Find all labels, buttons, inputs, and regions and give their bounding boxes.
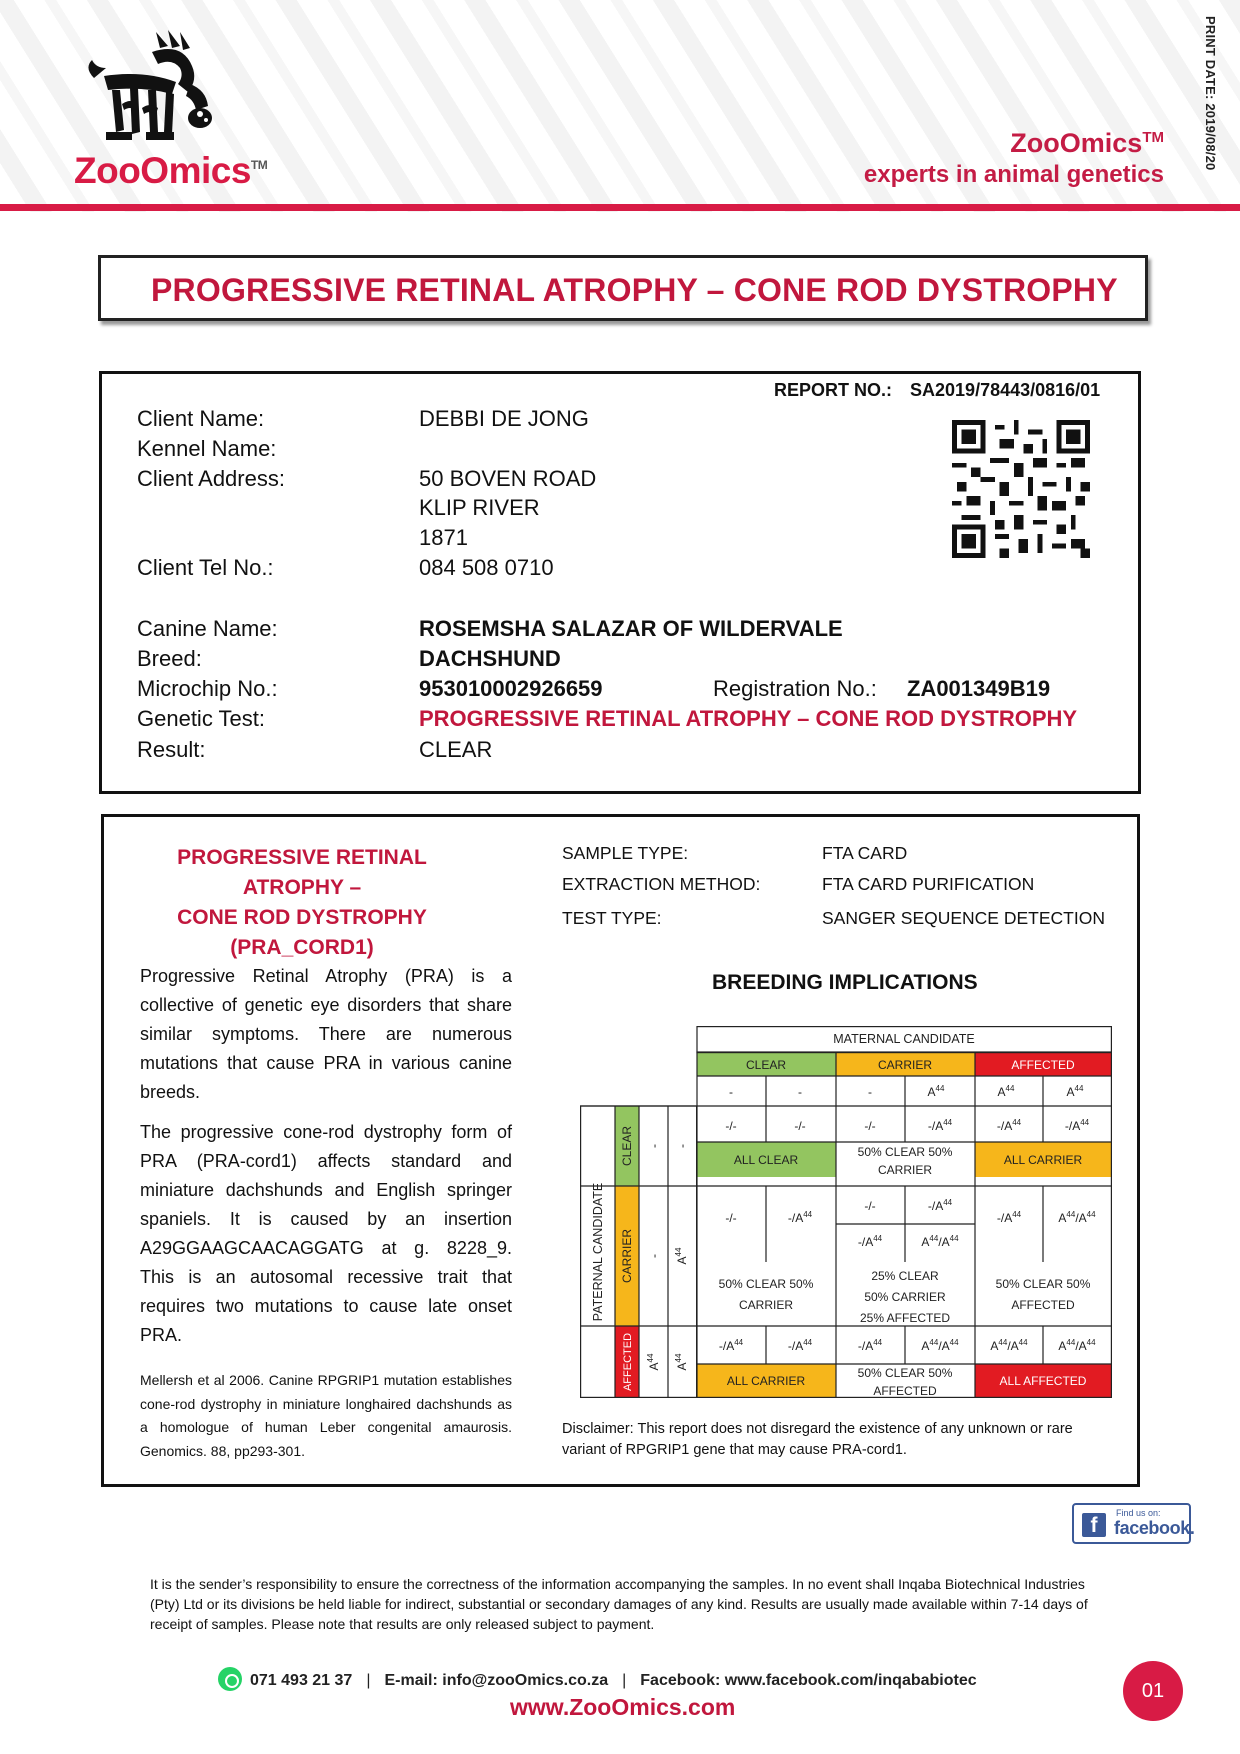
- outcome-text: 50% CLEAR 50%: [718, 1277, 814, 1291]
- genotype-cell: $-/A^{44}$: [718, 1338, 744, 1353]
- outcome-text: 50% CLEAR 50%: [995, 1277, 1091, 1291]
- outcome-text: ALL CARRIER: [1003, 1153, 1083, 1167]
- outcome-text: CARRIER: [738, 1298, 794, 1312]
- genetic-test: PROGRESSIVE RETINAL ATROPHY – CONE ROD DYSTROPHY: [419, 706, 1078, 731]
- maternal-allele: -: [868, 1085, 872, 1099]
- find-us-label: Find us on:: [1116, 1508, 1161, 1518]
- phone-number: 071 493 21 37: [250, 1672, 353, 1690]
- genotype-cell: $A^{44}/A^{44}$: [1058, 1338, 1096, 1353]
- client-info-box: [99, 371, 1141, 794]
- outcome-text: 25% CLEAR: [871, 1269, 939, 1283]
- contact-line: 071 493 21 37 | E-mail: info@zooOmics.co.za | Facebook: www.facebook.com/inqababiotec: [218, 1669, 977, 1697]
- breed: DACHSHUND: [419, 646, 561, 671]
- report-number: REPORT NO.: SA2019/78443/0816/01: [774, 380, 1101, 400]
- outcome-text: 50% CLEAR 50%: [857, 1366, 953, 1380]
- outcome-text: 50% CARRIER: [864, 1290, 946, 1304]
- facebook-icon: f: [1082, 1513, 1106, 1537]
- maternal-allele: $A^{44}$: [1066, 1084, 1084, 1099]
- maternal-clear-text: CLEAR: [745, 1058, 787, 1072]
- genotype-cell: $A^{44}/A^{44}$: [990, 1338, 1028, 1353]
- logo-wordmark: ZooOmics™: [74, 150, 268, 191]
- outcome-text: ALL AFFECTED: [999, 1374, 1087, 1388]
- paternal-clear-text: CLEAR: [620, 1125, 634, 1167]
- title-box: [98, 255, 1148, 321]
- paternal-allele: -: [647, 1254, 661, 1258]
- genotype-cell: -/-: [864, 1199, 876, 1213]
- maternal-allele: $A^{44}$: [927, 1084, 945, 1099]
- page-header: [0, 0, 1240, 212]
- qr-code-icon: [952, 420, 1090, 558]
- genotype-cell: $A^{44}/A^{44}$: [921, 1234, 959, 1249]
- client-name-label: Client Name:: [137, 406, 265, 431]
- print-date: PRINT DATE: 2019/08/20: [1203, 16, 1218, 171]
- test-type: SANGER SEQUENCE DETECTION: [822, 908, 1105, 928]
- registration-label: Registration No.:: [713, 676, 877, 701]
- genotype-cell: -/-: [725, 1119, 737, 1133]
- genotype-cell: $A^{44}/A^{44}$: [1058, 1210, 1096, 1225]
- genotype-cell: $-/A^{44}$: [927, 1198, 953, 1213]
- maternal-allele: -: [729, 1085, 733, 1099]
- genotype-cell: $-/A^{44}$: [787, 1210, 813, 1225]
- registration-number: ZA001349B19: [907, 676, 1051, 701]
- client-address-label: Client Address:: [137, 466, 285, 491]
- extraction-method-label: EXTRACTION METHOD:: [562, 874, 761, 894]
- test-type-label: TEST TYPE:: [562, 908, 662, 928]
- paternal-carrier-text: CARRIER: [620, 1228, 634, 1284]
- brand-tagline: experts in animal genetics: [863, 161, 1164, 188]
- reference-citation: Mellersh et al 2006. Canine RPGRIP1 mutation establishes cone-rod dystrophy in miniature longhaired dachshunds as a homologue of human Leber congenital amaurosis. Genomics. 88, pp293-301.: [140, 1372, 512, 1459]
- maternal-allele: $A^{44}$: [997, 1084, 1015, 1099]
- genotype-cell: $A^{44}/A^{44}$: [921, 1338, 959, 1353]
- client-tel: 084 508 0710: [419, 555, 554, 580]
- outcome-text: AFFECTED: [873, 1384, 937, 1398]
- client-name: DEBBI DE JONG: [419, 406, 589, 431]
- description-paragraph: Progressive Retinal Atrophy (PRA) is a collective of genetic eye disorders that share similar symptoms. There are numerous mutations that cause PRA in various canine breeds.: [140, 966, 512, 1102]
- website-link[interactable]: www.ZooOmics.com: [510, 1694, 736, 1720]
- paternal-allele: -: [647, 1144, 661, 1148]
- microchip-label: Microchip No.:: [137, 676, 278, 701]
- maternal-carrier-text: CARRIER: [877, 1058, 933, 1072]
- paternal-allele: -: [675, 1144, 689, 1148]
- canine-name: ROSEMSHA SALAZAR OF WILDERVALE: [419, 616, 843, 641]
- genotype-cell: $-/A^{44}$: [857, 1338, 883, 1353]
- client-tel-label: Client Tel No.:: [137, 555, 274, 580]
- paternal-affected-text: AFFECTED: [622, 1332, 634, 1392]
- page-number-badge: 01: [1123, 1661, 1183, 1721]
- footer-notice: It is the sender’s responsibility to ensure the correctness of the information accompanying the samples. In no event shall Inqaba Biotechnical Industries (Pty) Ltd or its divisions be held liable for indirect, substantial or secondary damages of any kind. Results are usually made available within 7-14 days of receipt of samples. Please note that results are only released subject to payment.: [150, 1576, 1088, 1632]
- canine-name-label: Canine Name:: [137, 616, 278, 641]
- facebook-badge[interactable]: [1072, 1503, 1195, 1544]
- genotype-cell: $-/A^{44}$: [996, 1118, 1022, 1133]
- paternal-allele: $A^{44}$: [674, 1353, 689, 1371]
- breeding-grid: [580, 1026, 1112, 1398]
- outcome-text: AFFECTED: [1011, 1298, 1075, 1312]
- paternal-allele: $A^{44}$: [646, 1353, 661, 1371]
- kennel-name-label: Kennel Name:: [137, 436, 277, 461]
- cord1-paragraph: The progressive cone-rod dystrophy form of PRA (PRA-cord1) affects standard and miniature dachshunds and English springer spaniels. It is caused by an insertion A29GGAAGCAACAGGATG at g. 8228_9. This is an autosomal recessive trait that requires two mutations to cause late onset PRA.: [140, 1122, 512, 1345]
- outcome-text: 50% CLEAR 50%: [857, 1145, 953, 1159]
- zebra-logo-icon: [86, 28, 236, 152]
- paternal-allele: $A^{44}$: [674, 1247, 689, 1265]
- extraction-method: FTA CARD PURIFICATION: [822, 874, 1035, 894]
- genotype-cell: $-/A^{44}$: [787, 1338, 813, 1353]
- result-label: Result:: [137, 737, 206, 762]
- header-divider: [0, 204, 1240, 211]
- brand-block: [864, 128, 1164, 189]
- genotype-cell: -/-: [864, 1119, 876, 1133]
- microchip-number: 953010002926659: [419, 676, 603, 701]
- sample-type: FTA CARD: [822, 843, 908, 863]
- brand-name: ZooOmics™: [1010, 128, 1164, 158]
- maternal-affected-text: AFFECTED: [1011, 1058, 1075, 1072]
- maternal-candidate-label: MATERNAL CANDIDATE: [833, 1032, 975, 1046]
- paternal-candidate-label: PATERNAL CANDIDATE: [591, 1182, 605, 1322]
- client-address-line1: 50 BOVEN ROAD: [419, 466, 597, 491]
- facebook-wordmark: facebook.: [1114, 1518, 1195, 1538]
- breed-label: Breed:: [137, 646, 202, 671]
- genotype-cell: -/-: [794, 1119, 806, 1133]
- maternal-allele: -: [798, 1085, 802, 1099]
- section-title: PROGRESSIVE RETINAL ATROPHY – CONE ROD DYSTROPHY (PRA_CORD1): [177, 846, 427, 959]
- page-title: PROGRESSIVE RETINAL ATROPHY – CONE ROD DYSTROPHY: [151, 272, 1118, 308]
- disclaimer: Disclaimer: This report does not disregard the existence of any unknown or rare variant of RPGRIP1 gene that may cause PRA-cord1.: [562, 1421, 1073, 1458]
- outcome-text: ALL CARRIER: [726, 1374, 806, 1388]
- genotype-cell: $-/A^{44}$: [857, 1234, 883, 1249]
- genotype-cell: $-/A^{44}$: [927, 1118, 953, 1133]
- genotype-cell: $-/A^{44}$: [1064, 1118, 1090, 1133]
- sample-type-label: SAMPLE TYPE:: [562, 843, 689, 863]
- result-value: CLEAR: [419, 737, 493, 762]
- facebook-link[interactable]: Facebook: www.facebook.com/inqababiotec: [640, 1672, 977, 1690]
- outcome-text: ALL CLEAR: [733, 1153, 799, 1167]
- whatsapp-icon: [218, 1667, 242, 1691]
- outcome-text: CARRIER: [877, 1163, 933, 1177]
- client-address-line2: KLIP RIVER: [419, 495, 540, 520]
- test-details-box: [101, 814, 1140, 1487]
- client-address-line3: 1871: [419, 525, 468, 550]
- email-link[interactable]: E-mail: info@zooOmics.co.za: [384, 1672, 609, 1690]
- outcome-text: 25% AFFECTED: [859, 1311, 951, 1325]
- breeding-implications-title: BREEDING IMPLICATIONS: [712, 971, 978, 994]
- genotype-cell: -/-: [725, 1211, 737, 1225]
- genetic-test-label: Genetic Test:: [137, 706, 265, 731]
- genotype-cell: $-/A^{44}$: [996, 1210, 1022, 1225]
